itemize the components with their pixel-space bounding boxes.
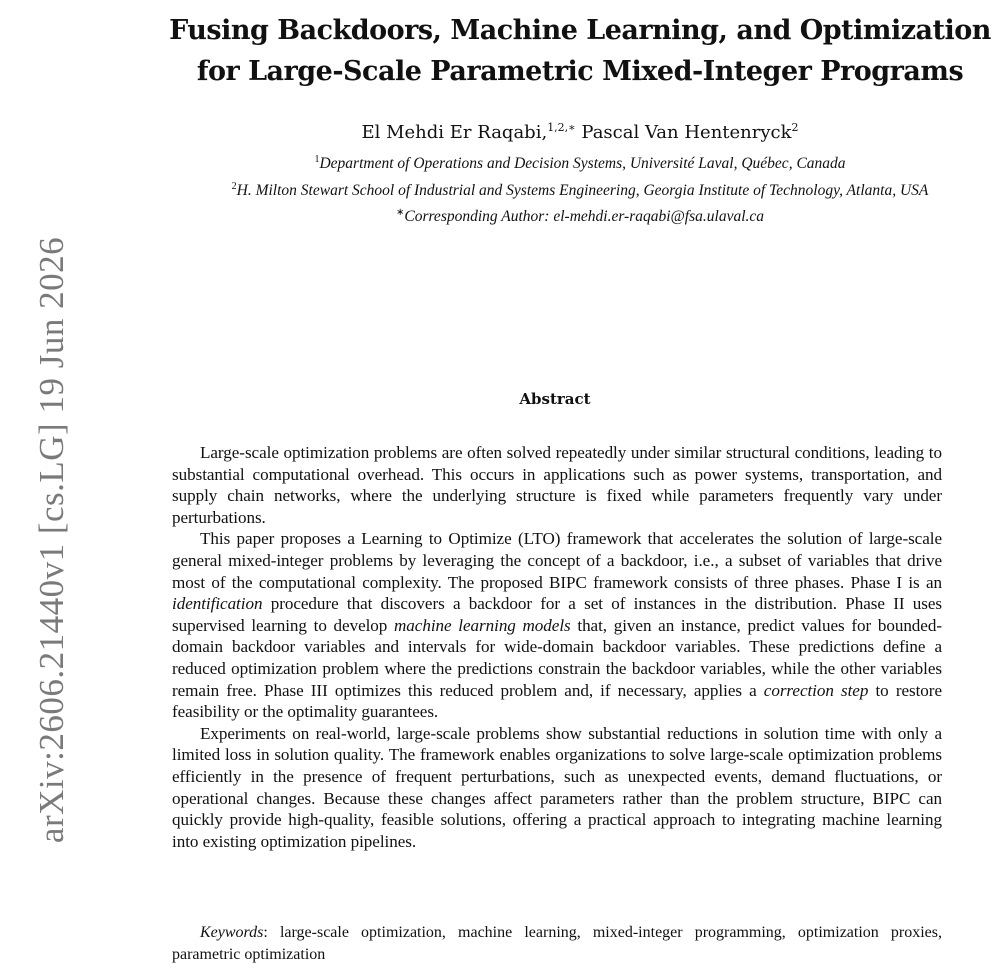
arxiv-identifier-stamp: arXiv:2606.21440v1 [cs.LG] 19 Jun 2026 (32, 236, 71, 844)
author-2-marks: 2 (791, 121, 799, 134)
author-1-marks: 1,2,∗ (547, 121, 576, 134)
abstract-paragraph-1: Large-scale optimization problems are often solved repeatedly under similar structural conditions, leading to substantial computational overhead. This occurs in applications such as power systems, transportation, and supply chain networks, where the underlying structure is fixed while parameters frequently vary under perturbations. (172, 443, 942, 527)
affiliation-2-text: H. Milton Stewart School of Industrial and Systems Engineering, Georgia Institute of Technology, Atlanta, USA (236, 182, 929, 200)
abstract-body (172, 442, 942, 852)
corresponding-author-note (110, 203, 1000, 227)
keywords-label: Keywords (200, 924, 264, 941)
abstract-p2-emphasis-ml-models: machine learning models (394, 615, 571, 635)
title-line-2: for Large-Scale Parametric Mixed-Integer Programs (196, 56, 964, 87)
author-2-name: Pascal Van Hentenryck (581, 122, 792, 143)
affiliation-1 (110, 150, 1000, 174)
abstract-heading: Abstract (519, 390, 591, 408)
abstract-p2-text-d: to restore feasibility or the optimality guarantees. (172, 680, 942, 722)
affiliation-2 (110, 177, 1000, 201)
affiliation-1-text: Department of Operations and Decision Systems, Université Laval, Québec, Canada (319, 155, 846, 173)
keywords-text: : large-scale optimization, machine learning, mixed-integer programming, optimization proxies, parametric optimization (172, 924, 942, 963)
abstract-p2-text-a: This paper proposes a Learning to Optimize (LTO) framework that accelerates the solution of large-scale general mixed-integer problems by leveraging the concept of a backdoor, i.e., a subset of variables that drive most of the computational complexity. The proposed BIPC framework consists of three phases. Phase I is an (172, 529, 942, 592)
title-line-1: Fusing Backdoors, Machine Learning, and Optimization (169, 15, 991, 46)
affiliation-2-mark: 2 (231, 181, 237, 192)
corresponding-author-text: Corresponding Author: el-mehdi.er-raqabi@fsa.ulaval.ca (404, 208, 765, 226)
abstract-p2-emphasis-identification: identification (172, 594, 263, 614)
corresponding-author-mark: ∗ (395, 207, 405, 218)
keywords (172, 922, 942, 966)
paper-title (120, 10, 1000, 92)
author-1-name: El Mehdi Er Raqabi, (361, 122, 548, 143)
author-list (220, 116, 940, 145)
abstract-p2-text-b: procedure that discovers a backdoor for a set of instances in the distribution. Phase II uses supervised learning to develop (172, 594, 942, 635)
abstract-p2-text-c: that, given an instance, predict values for bounded-domain backdoor variables and intervals for wide-domain backdoor variables. These predictions define a reduced optimization problem where the predictions constrain the backdoor variables, while the other variables remain free. Phase III optimizes this reduced problem and, if necessary, applies a (172, 615, 942, 700)
abstract-paragraph-2 (172, 528, 942, 722)
abstract-p2-emphasis-correction-step: correction step (763, 680, 869, 700)
affiliation-1-mark: 1 (314, 154, 320, 165)
abstract-paragraph-3: Experiments on real-world, large-scale problems show substantial reductions in solution time with only a limited loss in solution quality. The framework enables organizations to solve large-scale optimization problems efficiently in the presence of frequent perturbations, such as unexpected events, demand fluctuations, or operational changes. Because these changes affect parameters rather than the problem structure, BIPC can quickly provide high-quality, feasible solutions, offering a practical approach to integrating machine learning into existing optimization pipelines. (172, 723, 942, 851)
